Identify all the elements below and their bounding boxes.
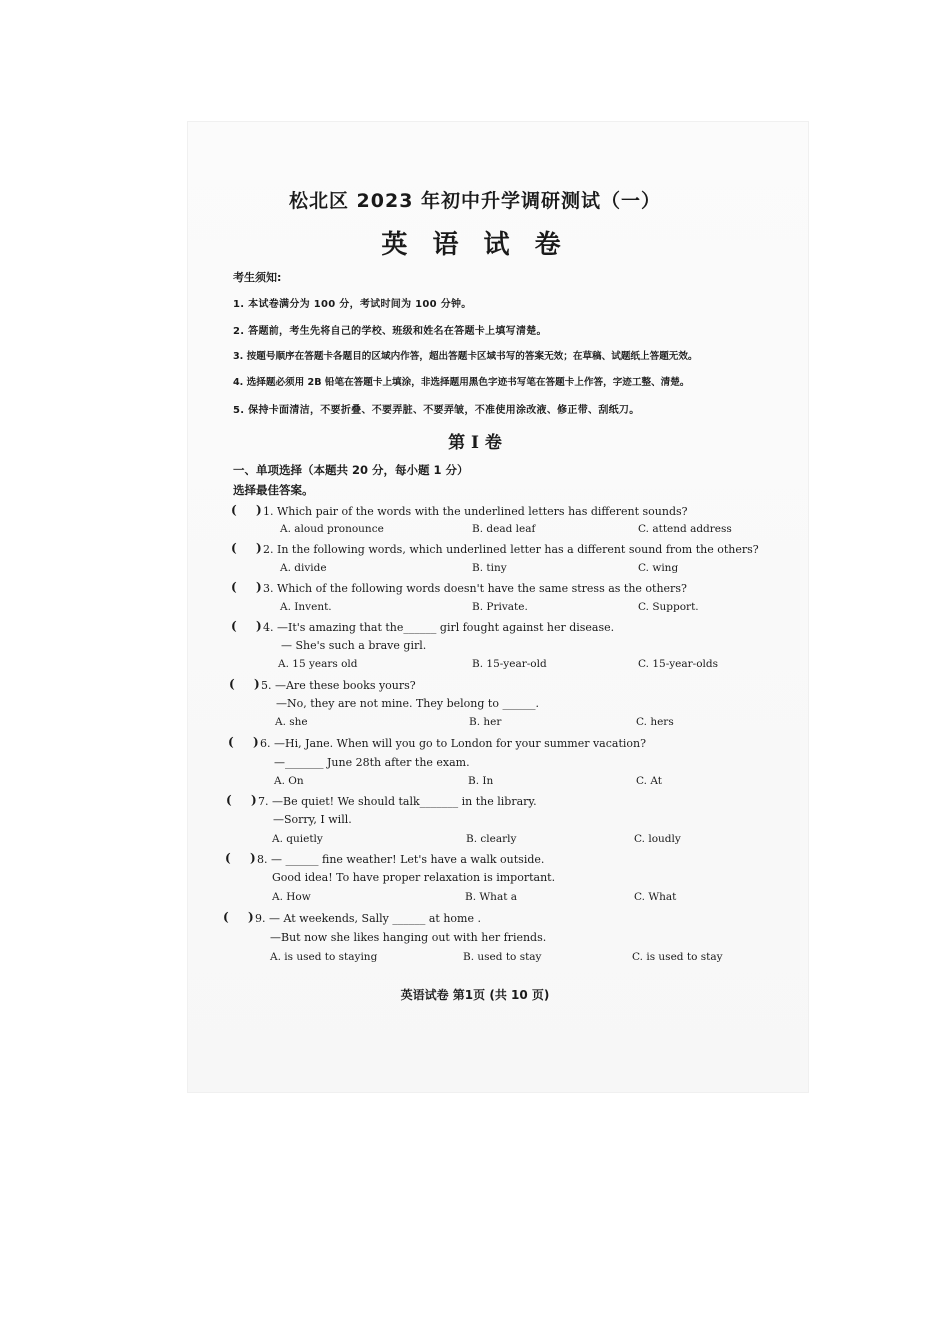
exam-title: 松北区 2023 年初中升学调研测试（一） bbox=[288, 190, 662, 212]
question-line: —No, they are not mine. They belong to ______. bbox=[276, 697, 539, 710]
notice-item: 2. 答题前，考生先将自己的学校、班级和姓名在答题卡上填写清楚。 bbox=[233, 326, 547, 337]
answer-paren-close: ) bbox=[256, 541, 262, 555]
question-line: —_______ June 28th after the exam. bbox=[274, 756, 470, 769]
option-c: C. 15-year-olds bbox=[638, 658, 719, 670]
option-c: C. loudly bbox=[634, 833, 681, 845]
answer-paren-close: ) bbox=[251, 793, 257, 807]
question-stem: 6. —Hi, Jane. When will you go to London for your summer vacation? bbox=[260, 737, 646, 750]
option-b: B. In bbox=[468, 775, 494, 787]
option-b: B. used to stay bbox=[463, 951, 542, 963]
option-b: B. What a bbox=[465, 891, 518, 903]
question-line: —Sorry, I will. bbox=[273, 813, 352, 826]
option-c: C. hers bbox=[636, 716, 674, 728]
question-stem: 4. —It's amazing that the______ girl fought against her disease. bbox=[263, 621, 615, 634]
answer-paren-close: ) bbox=[254, 677, 260, 691]
option-c: C. What bbox=[634, 891, 677, 903]
option-b: B. dead leaf bbox=[472, 523, 536, 535]
answer-paren-close: ) bbox=[256, 503, 262, 517]
question-stem: 1. Which pair of the words with the underlined letters has different sounds? bbox=[263, 505, 688, 518]
option-c: C. attend address bbox=[638, 523, 732, 535]
option-a: A. she bbox=[275, 716, 308, 728]
notice-item: 1. 本试卷满分为 100 分，考试时间为 100 分钟。 bbox=[233, 299, 472, 310]
question-stem: 2. In the following words, which underlined letter has a different sound from the others? bbox=[263, 543, 759, 556]
answer-paren-open: ( bbox=[231, 580, 237, 594]
section-title: 一、单项选择（本题共 20 分，每小题 1 分） bbox=[233, 463, 469, 477]
notice-item: 4. 选择题必须用 2B 铅笔在答题卡上填涂，非选择题用黑色字迹书写笔在答题卡上作答，字迹工整、清楚。 bbox=[233, 377, 690, 388]
question-line: — She's such a brave girl. bbox=[281, 639, 427, 652]
answer-paren-open: ( bbox=[229, 677, 235, 691]
exam-subtitle: 英 语 试 卷 bbox=[381, 230, 569, 260]
option-a: A. quietly bbox=[272, 833, 323, 845]
answer-paren-close: ) bbox=[256, 580, 262, 594]
answer-paren-open: ( bbox=[231, 541, 237, 555]
option-a: A. is used to staying bbox=[270, 951, 378, 963]
volume-heading: 第 I 卷 bbox=[448, 433, 502, 453]
option-c: C. is used to stay bbox=[632, 951, 723, 963]
answer-paren-open: ( bbox=[231, 503, 237, 517]
answer-paren-open: ( bbox=[228, 735, 234, 749]
option-a: A. divide bbox=[280, 562, 327, 574]
option-a: A. How bbox=[272, 891, 311, 903]
option-a: A. 15 years old bbox=[278, 658, 358, 670]
question-stem: 5. —Are these books yours? bbox=[261, 679, 416, 692]
option-b: B. Private. bbox=[472, 601, 528, 613]
option-a: A. Invent. bbox=[280, 601, 332, 613]
option-c: C. At bbox=[636, 775, 662, 787]
notice-item: 3. 按题号顺序在答题卡各题目的区域内作答，超出答题卡区域书写的答案无效；在草稿、试题纸上答题无效。 bbox=[233, 351, 698, 362]
answer-paren-open: ( bbox=[223, 910, 229, 924]
question-stem: 9. — At weekends, Sally ______ at home . bbox=[255, 912, 481, 925]
answer-paren-close: ) bbox=[248, 910, 254, 924]
option-b: B. clearly bbox=[466, 833, 517, 845]
answer-paren-close: ) bbox=[253, 735, 259, 749]
question-stem: 7. —Be quiet! We should talk_______ in the library. bbox=[258, 795, 537, 808]
option-a: A. On bbox=[274, 775, 304, 787]
question-line: —But now she likes hanging out with her friends. bbox=[270, 931, 547, 944]
option-a: A. aloud pronounce bbox=[280, 523, 384, 535]
answer-paren-open: ( bbox=[225, 851, 231, 865]
section-instruction: 选择最佳答案。 bbox=[233, 483, 314, 497]
notice-item: 5. 保持卡面清洁，不要折叠、不要弄脏、不要弄皱，不准使用涂改液、修正带、刮纸刀。 bbox=[233, 405, 640, 416]
answer-paren-close: ) bbox=[250, 851, 256, 865]
notice-heading: 考生须知: bbox=[233, 271, 282, 284]
question-stem: 3. Which of the following words doesn't have the same stress as the others? bbox=[263, 582, 687, 595]
question-line: Good idea! To have proper relaxation is important. bbox=[272, 871, 556, 884]
answer-paren-close: ) bbox=[256, 619, 262, 633]
option-b: B. tiny bbox=[472, 562, 507, 574]
option-b: B. 15-year-old bbox=[472, 658, 547, 670]
option-b: B. her bbox=[469, 716, 502, 728]
page-footer: 英语试卷 第1页 (共 10 页) bbox=[400, 988, 550, 1002]
question-stem: 8. — ______ fine weather! Let's have a walk outside. bbox=[257, 853, 545, 866]
answer-paren-open: ( bbox=[231, 619, 237, 633]
answer-paren-open: ( bbox=[226, 793, 232, 807]
option-c: C. Support. bbox=[638, 601, 699, 613]
option-c: C. wing bbox=[638, 562, 679, 574]
